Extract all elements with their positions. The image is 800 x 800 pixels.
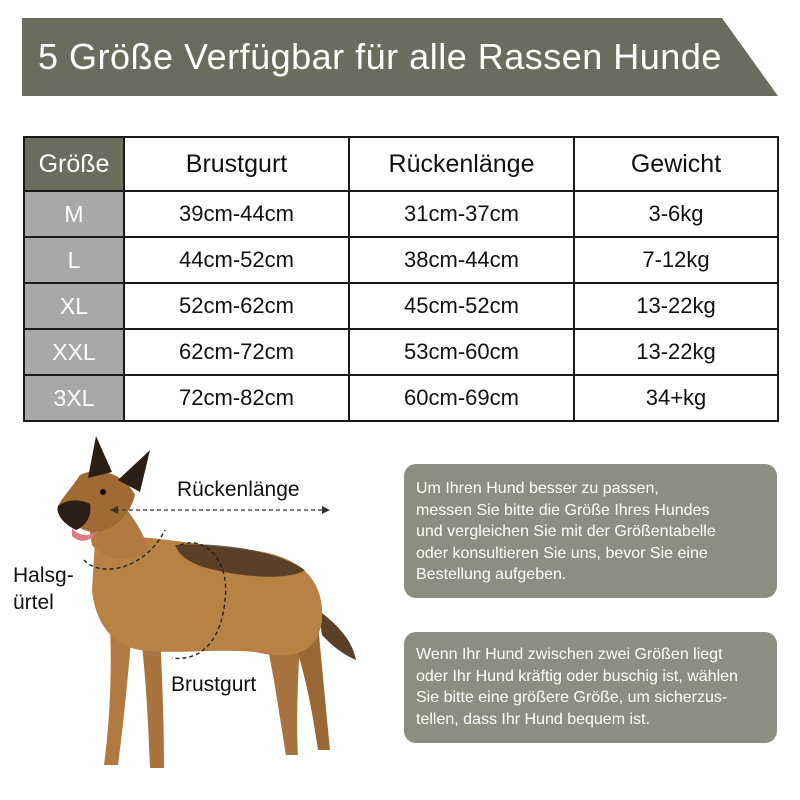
weight-cell: 34+kg — [574, 375, 778, 421]
back-cell: 45cm-52cm — [349, 283, 574, 329]
table-row — [24, 191, 778, 237]
size-chart-table — [23, 136, 779, 422]
table-header-row — [24, 137, 778, 191]
chest-cell: 62cm-72cm — [124, 329, 349, 375]
size-cell: 3XL — [24, 375, 124, 421]
back-cell: 53cm-60cm — [349, 329, 574, 375]
chest-cell: 39cm-44cm — [124, 191, 349, 237]
size-cell: M — [24, 191, 124, 237]
info-text-line: tellen, dass Ihr Hund bequem ist. — [416, 710, 650, 728]
info-text-line: Bestellung aufgeben. — [416, 566, 567, 583]
info-box-size-advice — [404, 632, 777, 743]
table-row — [24, 375, 778, 421]
header-size: Größe — [24, 137, 124, 191]
info-text-line: Sie bitte eine größere Größe, um sicherzus- — [416, 689, 728, 706]
back-length-label: Rückenlänge — [177, 478, 300, 501]
back-cell: 38cm-44cm — [349, 237, 574, 283]
weight-cell: 3-6kg — [574, 191, 778, 237]
chest-cell: 44cm-52cm — [124, 237, 349, 283]
info-text-line: oder Ihr Hund kräftig oder buschig ist, wählen — [416, 667, 738, 685]
neck-label — [13, 562, 74, 616]
info-box-measure — [404, 464, 777, 598]
size-cell: XXL — [24, 329, 124, 375]
weight-cell: 7-12kg — [574, 237, 778, 283]
info-text-line: und vergleichen Sie mit der Größentabelle — [416, 523, 716, 540]
table-row — [24, 329, 778, 375]
size-cell: XL — [24, 283, 124, 329]
chest-cell: 52cm-62cm — [124, 283, 349, 329]
back-cell: 31cm-37cm — [349, 191, 574, 237]
header-chest: Brustgurt — [124, 137, 349, 191]
info-text-line: Wenn Ihr Hund zwischen zwei Größen liegt — [416, 646, 723, 663]
header-back-length: Rückenlänge — [349, 137, 574, 191]
weight-cell: 13-22kg — [574, 283, 778, 329]
back-cell: 60cm-69cm — [349, 375, 574, 421]
weight-cell: 13-22kg — [574, 329, 778, 375]
banner-title: 5 Größe Verfügbar für alle Rassen Hunde — [38, 36, 722, 77]
size-cell: L — [24, 237, 124, 283]
chest-label: Brustgurt — [171, 673, 257, 696]
chest-cell: 72cm-82cm — [124, 375, 349, 421]
header-weight: Gewicht — [574, 137, 778, 191]
neck-label-line1: Halsg- — [13, 564, 74, 587]
title-banner — [22, 18, 778, 96]
info-text-line: Um Ihren Hund besser zu passen, — [416, 480, 659, 497]
info-text-line: messen Sie bitte die Größe Ihres Hundes — [416, 501, 710, 519]
info-text-line: oder konsultieren Sie uns, bevor Sie eine — [416, 544, 708, 562]
table-row — [24, 237, 778, 283]
table-row — [24, 283, 778, 329]
neck-label-line2: ürtel — [13, 591, 54, 614]
